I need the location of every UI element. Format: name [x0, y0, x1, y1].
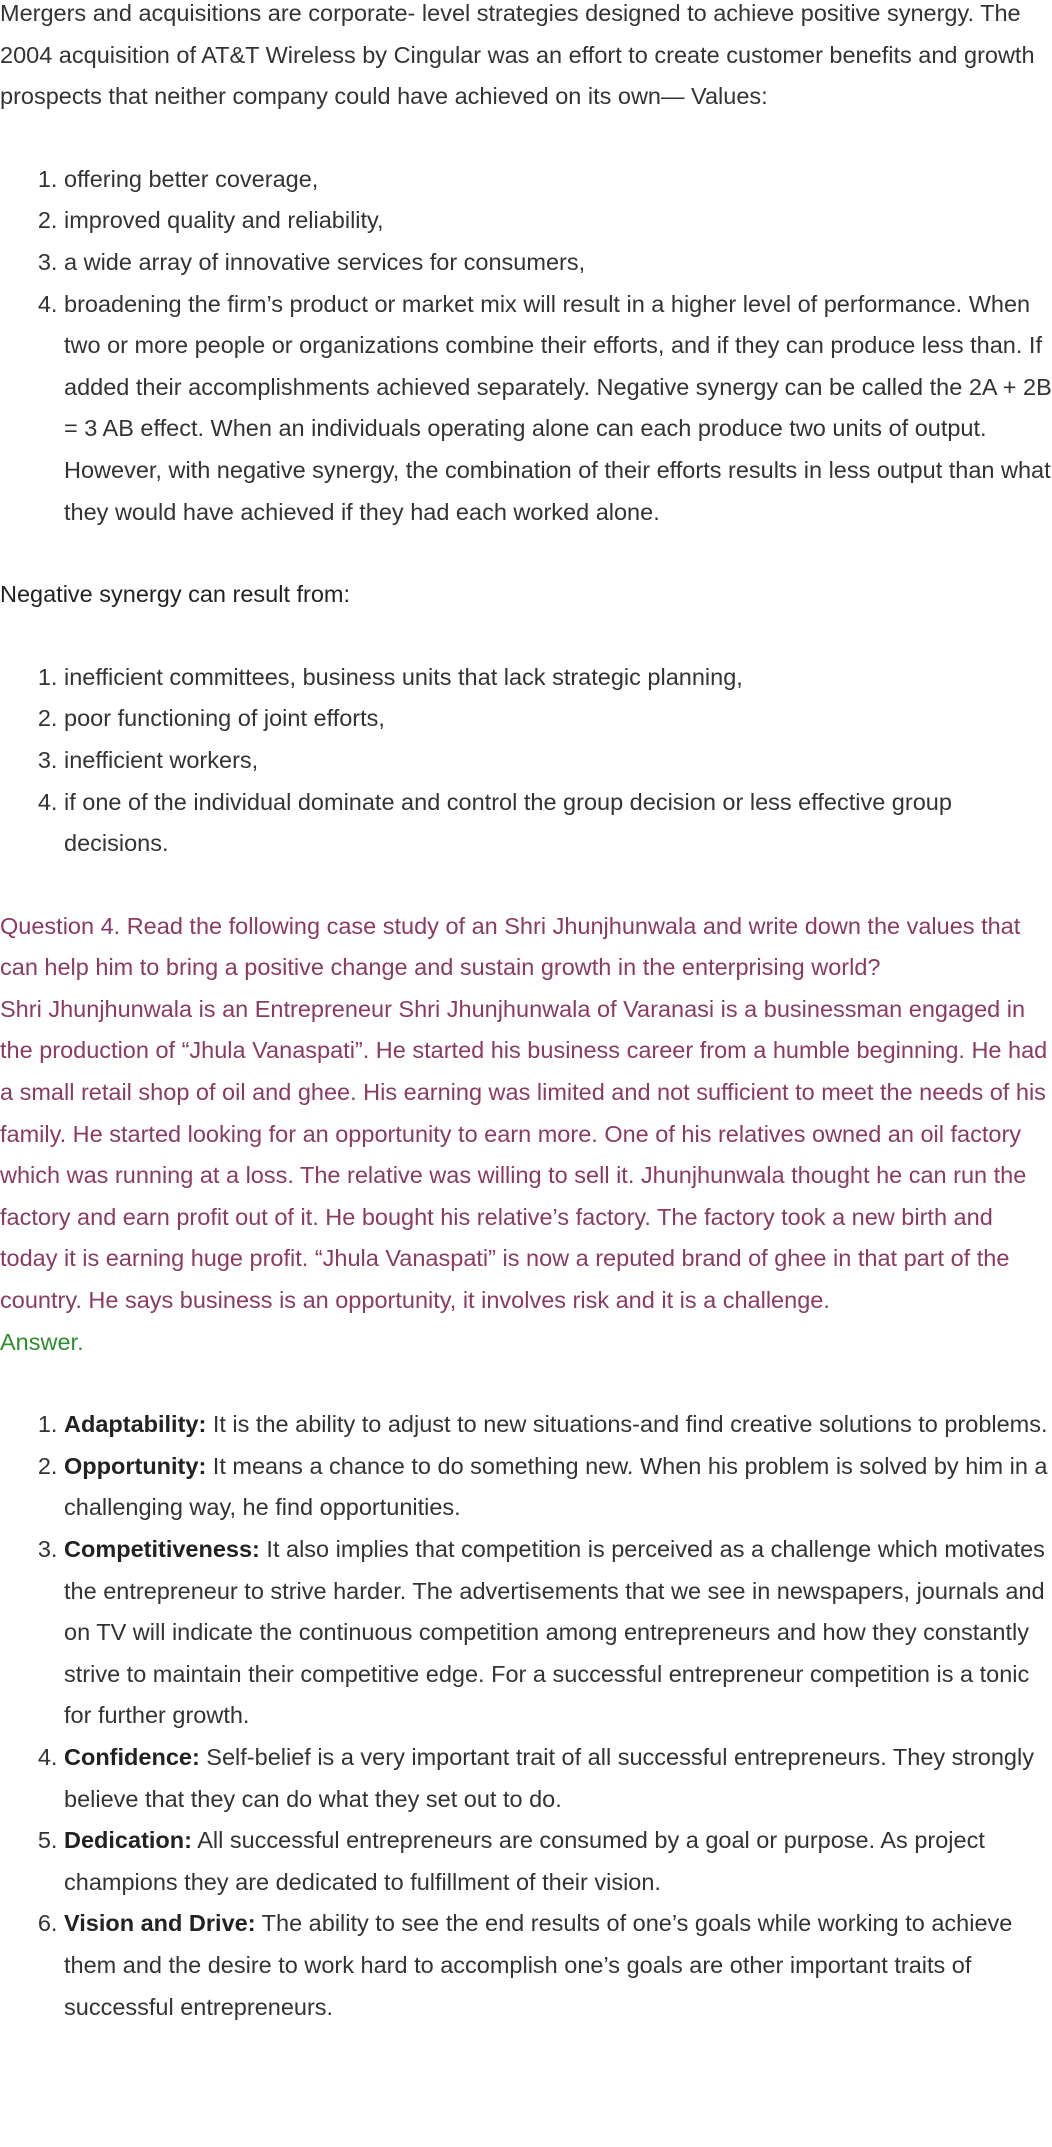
negative-synergy-heading: Negative synergy can result from:: [0, 581, 351, 608]
list-item: 2. improved quality and reliability,: [64, 200, 1052, 242]
answer-list: [0, 1404, 1052, 2028]
negative-synergy-list: [0, 657, 1052, 865]
answer-term: Opportunity:: [64, 1452, 207, 1479]
answer-term: Dedication:: [64, 1827, 192, 1854]
answer-text: Self-belief is a very important trait of all successful entrepreneurs. They strongly believe that they can do what they set out to do.: [64, 1743, 1034, 1812]
intro-paragraph: Mergers and acquisitions are corporate- level strategies designed to achieve positive synergy. The 2004 acquisition of AT&T Wireless by Cingular was an effort to create customer benefits and growth prospects that neither company could have achieved on its own— Values:: [0, 0, 1035, 110]
question-text: Question 4. Read the following case study of an Shri Jhunjhunwala and write down the values that can help him to bring a positive change and sustain growth in the enterprising world?: [0, 912, 1021, 981]
answer-text: All successful entrepreneurs are consumed by a goal or purpose. As project champions they are dedicated to fulfillment of their vision.: [64, 1827, 985, 1895]
list-item: 3. inefficient workers,: [64, 740, 1052, 782]
answer-term: Adaptability:: [64, 1411, 207, 1438]
answer-text: It means a chance to do something new. When his problem is solved by him in a challenging way, he find opportunities.: [64, 1452, 1048, 1521]
answer-term: Vision and Drive:: [64, 1910, 256, 1937]
list-item: 1. inefficient committees, business units that lack strategic planning,: [64, 657, 1052, 699]
answer-term: Competitiveness:: [64, 1536, 260, 1562]
answer-label: Answer.: [0, 1328, 84, 1355]
list-item: 4. broadening the firm’s product or market mix will result in a higher level of performance. When two or more people or organizations combine their efforts, and if they can produce less than. If added their accomplishments achieved separately. Negative synergy can be called the 2A + 2B = 3 AB effect. When an individuals operating alone can each produce two units of output. However, with negative synergy, the combination of their efforts results in less output than what they would have achieved if they had each worked alone.: [64, 284, 1052, 534]
list-item: 4. if one of the individual dominate and control the group decision or less effective group decisions.: [64, 782, 1052, 865]
list-item: [64, 1820, 1052, 1903]
list-item: [64, 1404, 1052, 1446]
answer-term: Confidence:: [64, 1743, 200, 1770]
list-item: [64, 1903, 1052, 2028]
synergy-values-list: [0, 159, 1052, 533]
list-item: 3. a wide array of innovative services for consumers,: [64, 242, 1052, 284]
list-item: [64, 1737, 1052, 1820]
list-item: [64, 1446, 1052, 1529]
answer-text: It is the ability to adjust to new situations-and find creative solutions to problems.: [206, 1411, 1048, 1438]
case-study-text: Shri Jhunjhunwala is an Entrepreneur Shri Jhunjhunwala of Varanasi is a businessman engaged in the production of “Jhula Vanaspati”. He started his business career from a humble beginning. He had a small retail shop of oil and ghee. His earning was limited and not sufficient to meet the needs of his family. He started looking for an opportunity to earn more. One of his relatives owned an oil factory which was running at a loss. The relative was willing to sell it. Jhunjhunwala thought he can run the factory and earn profit out of it. He bought his relative’s factory. The factory took a new birth and today it is earning huge profit. “Jhula Vanaspati” is now a reputed brand of ghee in that part of the country. He says business is an opportunity, it involves risk and it is a challenge.: [0, 995, 1048, 1314]
list-item: 1. offering better coverage,: [64, 159, 1052, 201]
answer-text: The ability to see the end results of one’s goals while working to achieve them and the desire to work hard to accomplish one’s goals are other important traits of successful entrepreneurs.: [64, 1910, 1013, 2020]
list-item: [64, 1529, 1052, 1737]
answer-text: It also implies that competition is perceived as a challenge which motivates the entrepreneur to strive harder. The advertisements that we see in newspapers, journals and on TV will indicate the continuous competition among entrepreneurs and how they constantly strive to maintain their competitive edge. For a successful entrepreneur competition is a tonic for further growth.: [64, 1536, 1045, 1729]
list-item: 2. poor functioning of joint efforts,: [64, 698, 1052, 740]
